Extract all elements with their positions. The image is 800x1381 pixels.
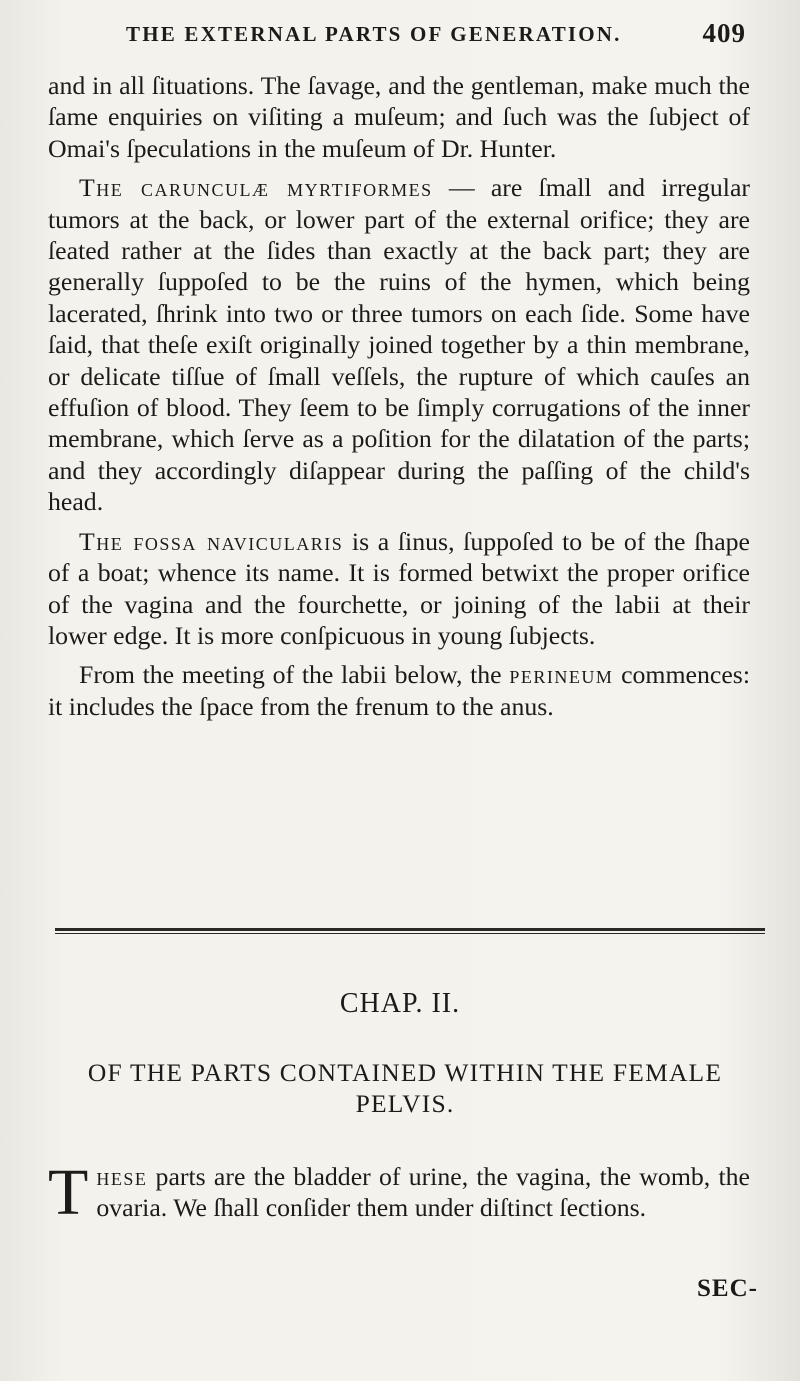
running-head: THE EXTERNAL PARTS OF GENERATION.	[126, 22, 622, 46]
term-fossa: The fossa navicularis	[79, 526, 344, 556]
body-text-chapter	[48, 1156, 750, 1232]
chapter-title: OF THE PARTS CONTAINED WITHIN THE FEMALE PELVIS.	[87, 1058, 723, 1118]
paragraph-perineum-pre: From the meeting of the labii below, the	[79, 660, 510, 690]
paragraph-carunculae-text: — are ſmall and irregular tumors at the back, or lower part of the external orifice; they are ſeated rather at the ſides than exactly at the back part; they are generally ſuppoſed to be the ruins of the hymen, which being lacerated, ſhrink into two or three tumors on each ſide. Some have ſaid, that theſe exiſt originally joined together by a thin membrane, or delicate tiſſue of ſmall veſſels, the rupture of which cauſes an effuſion of blood. They ſeem to be ſimply corrugations of the inner membrane, which ſerve as a poſition for the dilatation of the parts; and they accordingly diſappear during the paſſing of the child's head.	[48, 173, 750, 517]
term-perineum: perineum	[509, 660, 614, 690]
paragraph-fossa-text: is a ſinus, ſuppoſed to be of the ſhape of a boat; whence its name. It is formed betwixt the proper orifice of the vagina and the fourchette, or joining of the labii at their lower edge. It is more conſpicuous in young ſubjects.	[48, 526, 750, 650]
chapter-number: CHAP. II.	[339, 988, 461, 1019]
paragraph-fossa	[48, 526, 750, 652]
paragraph-perineum	[48, 659, 750, 722]
page-header	[48, 18, 746, 52]
drop-cap: T	[48, 1156, 89, 1229]
paragraph-continuation: and in all ſituations. The ſavage, and the gentleman, make much the ſame enquiries on viſiting a muſeum; and ſuch was the ſubject of Omai's ſpeculations in the muſeum of Dr. Hunter.	[48, 71, 750, 163]
opening-text: parts are the bladder of urine, the vagina, the womb, the ovaria. We ſhall conſider them under diſtinct ſections.	[96, 1162, 750, 1223]
page-number: 409	[702, 18, 746, 48]
paragraph-carunculae	[48, 172, 750, 517]
opening-word: hese	[96, 1162, 148, 1191]
catchword: SEC-	[697, 1275, 758, 1302]
paragraph-perineum-post: commences: it includes the ſpace from the frenum to the anus.	[48, 660, 750, 721]
term-carunculae: The carunculæ myrtiformes	[79, 173, 433, 203]
body-text-upper	[48, 70, 750, 730]
section-divider	[55, 928, 765, 934]
chapter-opening-paragraph	[48, 1156, 750, 1229]
